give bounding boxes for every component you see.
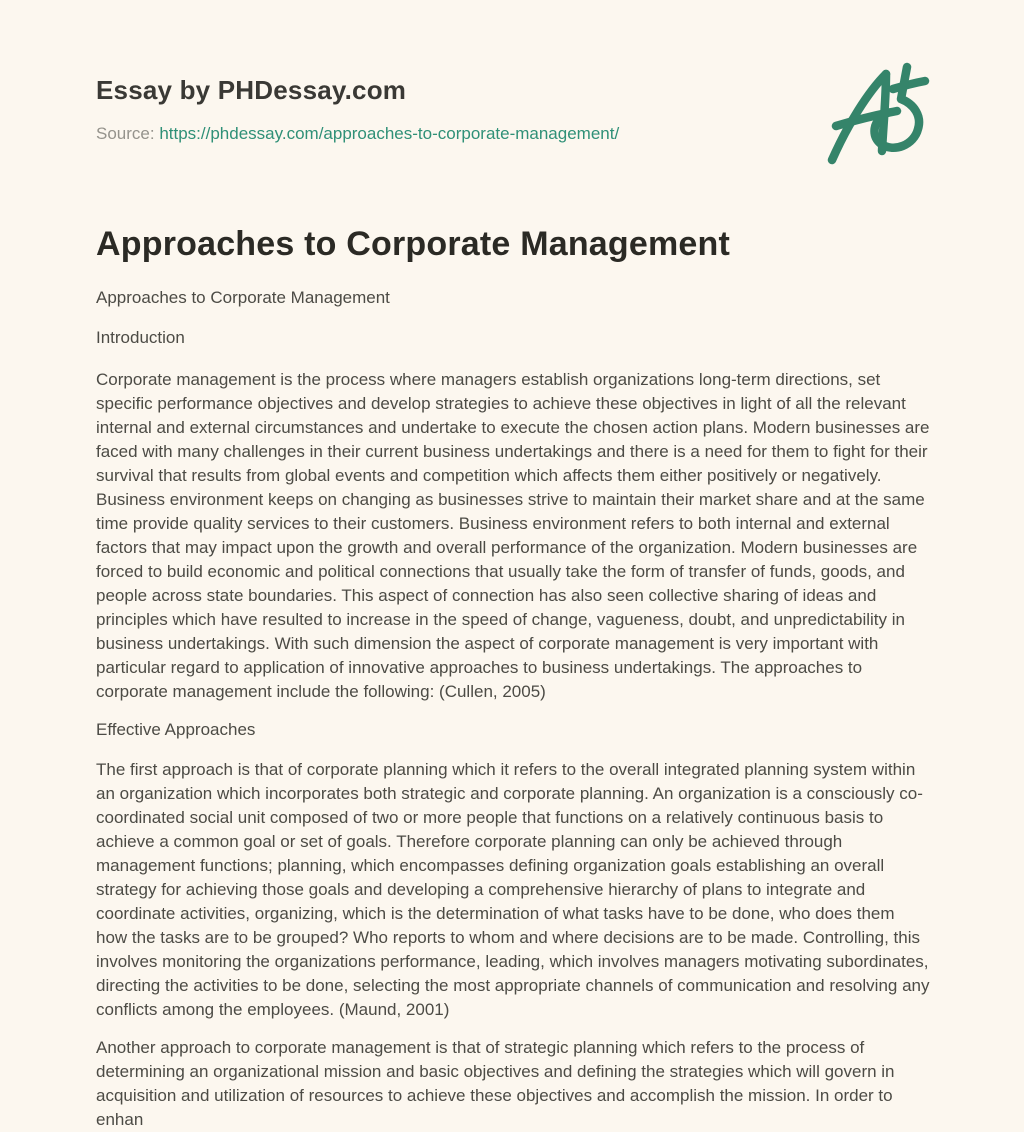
a-plus-logo-icon	[823, 56, 945, 168]
section-heading-effective-approaches: Effective Approaches	[96, 720, 256, 739]
section-heading-introduction: Introduction	[96, 328, 185, 347]
essay-subtitle: Approaches to Corporate Management	[96, 288, 390, 307]
source-line	[96, 122, 930, 146]
effective-approaches-paragraph-2: Another approach to corporate management is that of strategic planning which refers to the process of determining an organizational mission and basic objectives and defining the strategies which will govern in acquisition and utilization of resources to achieve these objectives and accomplish the mission. In order to enhan	[96, 1038, 895, 1129]
essay-title: Approaches to Corporate Management	[96, 225, 731, 263]
introduction-paragraph: Corporate management is the process where managers establish organizations long-term directions, set specific performance objectives and develop strategies to achieve these objectives in light of all the relevant internal and external circumstances and undertake to execute the chosen action plans. Modern businesses are faced with many challenges in their current business undertakings and there is a need for them to fight for their survival that results from global events and competition which affects them either positively or negatively. Business environment keeps on changing as businesses strive to maintain their market share and at the same time provide quality services to their customers. Business environment refers to both internal and external factors that may impact upon the growth and overall performance of the organization. Modern businesses are forced to build economic and political connections that usually take the form of transfer of funds, goods, and people across state boundaries. This aspect of connection has also seen collective sharing of ideas and principles which have resulted to increase in the speed of change, vagueness, doubt, and unpredictability in business undertakings. With such dimension the aspect of corporate management is very important with particular regard to application of innovative approaches to business undertakings. The approaches to corporate management include the following: (Cullen, 2005)	[96, 370, 930, 701]
source-label: Source:	[96, 124, 160, 143]
phdessay-logo	[823, 56, 945, 168]
site-header-title: Essay by PHDessay.com	[96, 75, 407, 105]
effective-approaches-paragraph-1: The first approach is that of corporate planning which it refers to the overall integrated planning system within an organization which incorporates both strategic and corporate planning. An organization is a consciously co-coordinated social unit composed of two or more people that functions on a relatively continuous basis to achieve a common goal or set of goals. Therefore corporate planning can only be achieved through management functions; planning, which encompasses defining organization goals establishing an overall strategy for achieving those goals and developing a comprehensive hierarchy of plans to integrate and coordinate activities, organizing, which is the determination of what tasks have to be done, who does them how the tasks are to be grouped? Who reports to whom and where decisions are to be made. Controlling, this involves monitoring the organizations performance, leading, which involves managers motivating subordinates, directing the activities to be done, selecting the most appropriate channels of communication and resolving any conflicts among the employees. (Maund, 2001)	[96, 760, 930, 1019]
source-link[interactable]: https://phdessay.com/approaches-to-corporate-management/	[159, 124, 620, 143]
